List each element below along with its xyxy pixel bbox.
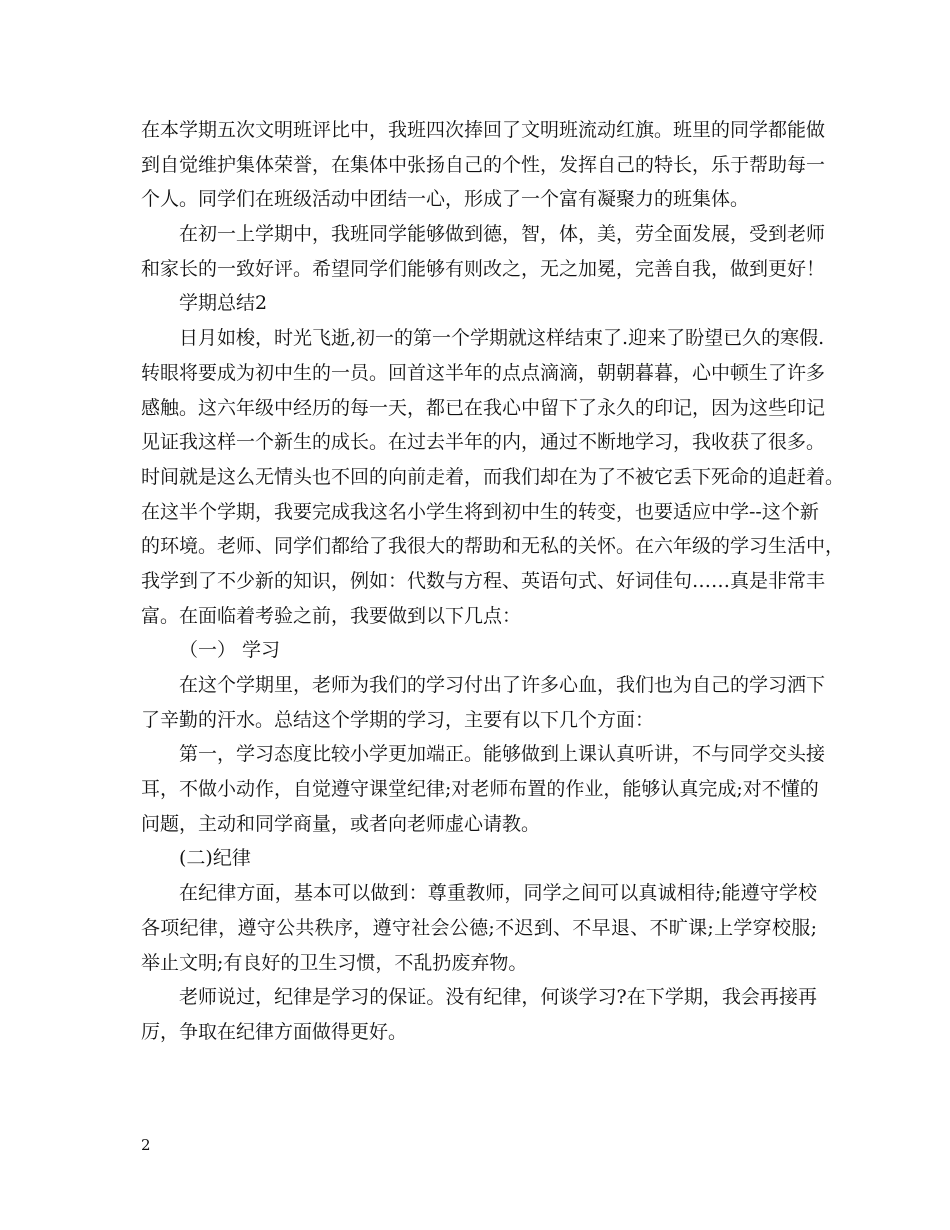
text-line: 第一，学习态度比较小学更加端正。能够做到上课认真听讲，不与同学交头接 [179,743,826,766]
text-line: 在这个学期里，老师为我们的学习付出了许多心血，我们也为自己的学习洒下 [179,674,826,696]
text-line: 在纪律方面，基本可以做到：尊重教师，同学之间可以真诚相待;能遵守学校 [179,882,817,905]
page-number: 2 [141,1136,151,1154]
text-line: 的环境。老师、同学们都给了我很大的帮助和无私的关怀。在六年级的学习生活中， [141,535,845,558]
text-line: 个人。同学们在班级活动中团结一心，形成了一个富有凝聚力的班集体。 [141,188,750,211]
text-line: 到自觉维护集体荣誉，在集体中张扬自己的个性，发挥自己的特长，乐于帮助每一 [141,153,826,176]
text-line: 日月如梭，时光飞逝,初一的第一个学期就这样结束了.迎来了盼望已久的寒假. [179,327,825,350]
text-line: 见证我这样一个新生的成长。在过去半年的内，通过不断地学习，我收获了很多。 [141,431,826,454]
text-line: 我学到了不少新的知识，例如：代数与方程、英语句式、好词佳句……真是非常丰 [141,569,826,592]
text-line: 在初一上学期中，我班同学能够做到德，智，体，美，劳全面发展，受到老师 [179,223,826,246]
text-line: 时间就是这么无情头也不回的向前走着，而我们却在为了不被它丢下死命的追赶着。 [141,465,845,488]
text-line: 了辛勤的汗水。总结这个学期的学习，主要有以下几个方面： [141,708,655,731]
document-body [141,113,845,1050]
section-heading: （一） 学习 [179,639,281,662]
text-line: 耳，不做小动作，自觉遵守课堂纪律;对老师布置的作业，能够认真完成;对不懂的 [141,778,819,801]
text-line: 举止文明;有良好的卫生习惯，不乱扔废弃物。 [141,951,528,974]
text-line: 在这半个学期，我要完成我这名小学生将到初中生的转变，也要适应中学--这个新 [141,500,819,523]
text-line: 在本学期五次文明班评比中，我班四次捧回了文明班流动红旗。班里的同学都能做 [141,119,826,141]
text-line: 厉，争取在纪律方面做得更好。 [141,1020,408,1043]
text-line: 各项纪律，遵守公共秩序，遵守社会公德;不迟到、不早退、不旷课;上学穿校服; [141,916,817,939]
text-line: 富。在面临着考验之前，我要做到以下几点： [141,604,522,627]
section-heading: 学期总结2 [179,292,268,315]
text-line: 问题，主动和同学商量，或者向老师虚心请教。 [141,812,541,835]
text-line: 感触。这六年级中经历的每一天，都已在我心中留下了永久的印记，因为这些印记 [141,396,826,419]
text-line: 和家长的一致好评。希望同学们能够有则改之，无之加冕，完善自我，做到更好！ [141,257,826,280]
text-line: 老师说过，纪律是学习的保证。没有纪律，何谈学习?在下学期，我会再接再 [179,986,817,1009]
text-line: 转眼将要成为初中生的一员。回首这半年的点点滴滴，朝朝暮暮，心中顿生了许多 [141,361,826,384]
section-heading: (二)纪律 [179,847,251,870]
